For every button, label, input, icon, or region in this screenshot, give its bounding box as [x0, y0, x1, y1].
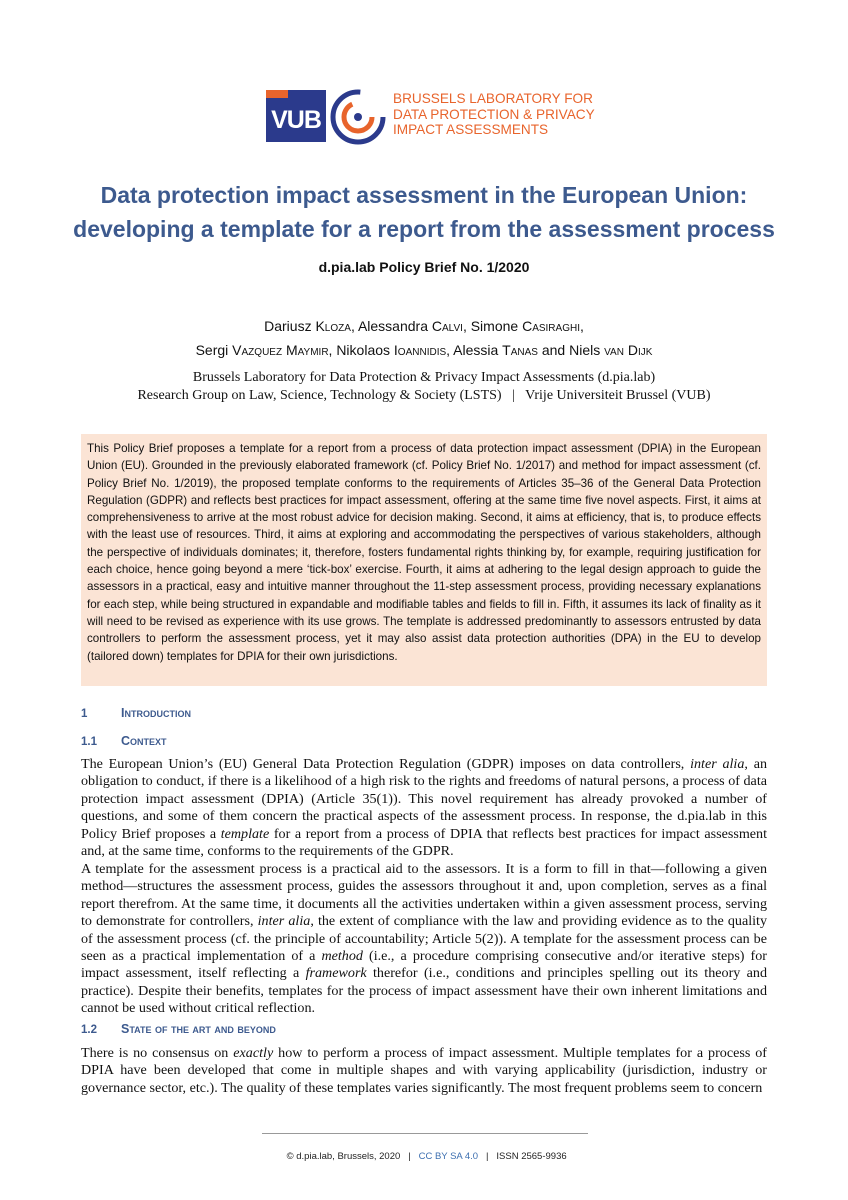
author-first: , Alessandra: [350, 318, 432, 334]
footer-issn: | ISSN 2565-9936: [478, 1151, 567, 1162]
text-run: therefor (i.e., conditions and principles spelling out its theory and practice). Despite their benefits, templates for the process of impact assessment have their own inherent limitations and cannot be used without critical reflection.: [81, 965, 767, 1017]
author-separator: ,: [579, 318, 584, 334]
author-first: Dariusz: [264, 318, 316, 334]
author-first: , Nikolaos: [328, 342, 394, 358]
text-run: for a report from a process of DPIA that reflects best practices for impact assessment and, at the same time, conforms to the requirements of the GDPR.: [81, 825, 767, 860]
section-heading-state-of-art: [81, 1022, 276, 1036]
text-run: There is no consensus on: [81, 1045, 234, 1061]
lab-name-line: BRUSSELS LABORATORY FOR: [393, 91, 593, 106]
text-run: A template for the assessment process is a practical aid to the assessors. It is a form to fill in that—following a given method—structures the assessment process, guides the assessors throughout it and, upon completion, serves as a final report therefrom. At the same time, it documents all the activities undertaken within a given assessment process, serving to demonstrate for controllers,: [81, 861, 767, 930]
section-title: Introduction: [121, 706, 191, 720]
license-link[interactable]: CC BY SA 4.0: [418, 1151, 479, 1162]
author-line: [40, 338, 808, 362]
italic-run: inter alia: [257, 913, 311, 930]
affiliation-line: Research Group on Law, Science, Technology & Society (LSTS) | Vrije Universiteit Brussel (VUB): [137, 388, 711, 403]
italic-run: framework: [305, 965, 367, 982]
paragraph-template: [81, 861, 767, 1018]
vub-logo-accent: [266, 90, 288, 98]
lab-logo: [266, 86, 596, 148]
author-last: Calvi: [431, 318, 463, 334]
section-number: 1.1: [81, 736, 97, 748]
lab-name: [393, 91, 595, 138]
author-list: [40, 314, 808, 362]
author-last: Kloza: [315, 318, 351, 334]
section-heading-introduction: [81, 706, 191, 720]
author-last: Tanas: [502, 342, 538, 358]
paragraph-context: [81, 756, 767, 860]
author-last: Ioannidis: [393, 342, 447, 358]
italic-run: template: [220, 825, 270, 842]
author-first: Sergi: [195, 342, 233, 358]
text-run: The European Union’s (EU) General Data Protection Regulation (GDPR) imposes on data controllers,: [81, 756, 691, 772]
author-last: Casiraghi: [522, 318, 580, 334]
section-number: 1.2: [81, 1024, 97, 1036]
text-run: how to perform a process of impact assessment. Multiple templates for a process of DPIA have been developed that come in multiple shapes and with varying applicability (jurisdiction, industry or governance sector, etc.). The quality of these templates varies significantly. The most frequent problems seem to concern: [81, 1045, 767, 1096]
footer-copyright: © d.pia.lab, Brussels, 2020 |: [286, 1151, 419, 1162]
footer-divider: [262, 1133, 588, 1134]
italic-run: method: [321, 948, 363, 965]
text-run: , the extent of compliance with the law and providing evidence as to the quality of the assessment process (cf. the principle of accountability; Article 5(2)). A template for the assessment process can be seen as a practical implementation of a: [81, 913, 768, 965]
footer: [40, 1140, 808, 1162]
text-run: (i.e., a procedure comprising consecutive and/or iterative steps) for impact assessment, itself reflecting a: [81, 948, 767, 982]
lab-name-line: DATA PROTECTION & PRIVACY: [393, 106, 595, 122]
section-heading-context: [81, 734, 167, 748]
affiliation: [40, 369, 808, 405]
paragraph-state-of-art: [81, 1045, 767, 1097]
vub-logo-text: VUB: [271, 106, 321, 134]
section-title: State of the art and beyond: [121, 1022, 276, 1036]
affiliation-line: Brussels Laboratory for Data Protection & Privacy Impact Assessments (d.pia.lab): [192, 370, 656, 385]
author-first: , Simone: [462, 318, 523, 334]
vub-logo: [266, 90, 326, 142]
italic-run: exactly: [233, 1045, 274, 1061]
title-line: Data protection impact assessment in the European Union:: [100, 182, 748, 208]
text-run: , an obligation to conduct, if there is a likelihood of a high risk to the rights and freedoms of natural persons, a process of data protection impact assessment (DPIA) (Article 35(1)). This novel requirement has already provoked a number of questions, and some of them concern the practical aspects of the assessment process. In response, the d.pia.lab in this Policy Brief proposes a: [81, 756, 767, 842]
lab-name-line: IMPACT ASSESSMENTS: [393, 122, 549, 137]
page-title: [40, 178, 808, 246]
italic-run: inter alia: [690, 756, 745, 772]
title-line: developing a template for a report from the assessment process: [73, 216, 775, 242]
policy-brief-number: d.pia.lab Policy Brief No. 1/2020: [318, 259, 530, 275]
author-line: [40, 314, 808, 338]
author-first: and Niels: [537, 342, 605, 358]
section-title: Context: [121, 734, 167, 748]
author-first: , Alessia: [446, 342, 503, 358]
section-number: 1: [81, 708, 88, 720]
abstract-box: This Policy Brief proposes a template for a report from a process of data protection impact assessment (DPIA) in the European Union (EU). Grounded in the previously elaborated framework (cf. Policy Brief No. 1/2017) and method for impact assessment (cf. Policy Brief No. 1/2019), the proposed template conforms to the requirements of Articles 35–36 of the General Data Protection Regulation (GDPR) and reflects best practices for impact assessment, offering at the same time five novel aspects. First, it aims at comprehensiveness to arrive at the most robust advice for decision making. Second, it aims at efficiency, that is, to produce effects with the least use of resources. Third, it aims at exploring and accommodating the perspectives of various stakeholders, although the perspective of individuals dominates; it, therefore, fosters fundamental rights thinking by, for example, requiring justification for each choice, hence going beyond a mere ‘tick-box’ exercise. Fourth, it aims at adhering to the legal design approach to guide the assessors in a practical, easy and intuitive manner throughout the 11-step assessment process, providing necessary explanations for each step, while being structured in expandable and modifiable tables and fields to fill in. Fifth, it assumes its lack of finality as it will need to be revised as experience with its use grows. The template is addressed predominantly to assessors entrusted by data controllers to perform the assessment process, yet it may also assist data protection authorities (DPA) in the EU to develop (tailored down) templates for DPIA for their own jurisdictions.: [81, 434, 767, 686]
author-last: van Dijk: [604, 342, 653, 358]
dpia-lab-icon: [330, 89, 386, 145]
author-last: Vazquez Maymir: [232, 342, 329, 358]
